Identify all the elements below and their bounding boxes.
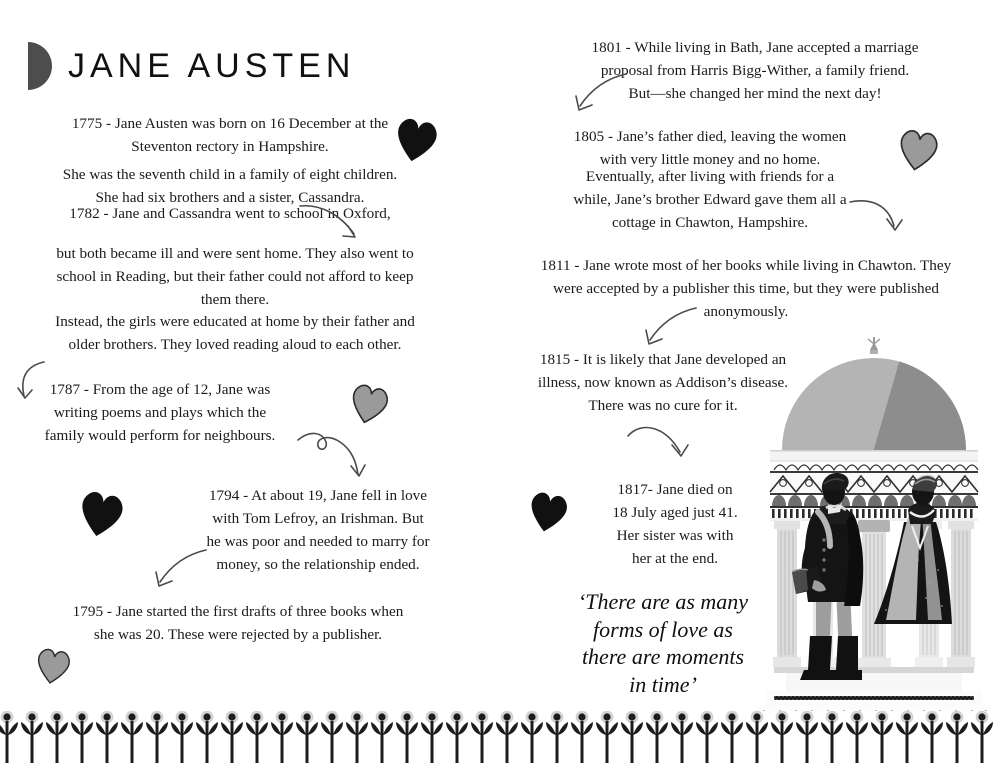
entry-line: but both became ill and were sent home. They also went to (56, 245, 414, 262)
entry-line: anonymously. (703, 303, 789, 321)
dome-finial (868, 337, 880, 354)
entry-line: Her sister was with (616, 527, 734, 545)
entry-line: 1775 - Jane Austen was born on 16 December at the (71, 115, 389, 132)
entry-line: while, Jane’s brother Edward gave them all a (573, 191, 847, 209)
half-circle-icon (28, 42, 52, 90)
entry-1782-continued (32, 242, 438, 311)
entry-line: school in Reading, but their father could not afford to keep (56, 268, 414, 286)
entry-line: Eventually, after living with friends for a (585, 168, 835, 185)
gazebo-base (758, 667, 990, 715)
entry-1817 (580, 478, 770, 570)
entry-line: But—she changed her mind the next day! (628, 85, 882, 103)
entry-line: with Tom Lefroy, an Irishman. But (212, 510, 424, 528)
entry-line: writing poems and plays which the (53, 404, 267, 422)
page-title: JANE AUSTEN (68, 46, 356, 85)
curly-arrow-icon (296, 428, 376, 484)
entry-line: 1811 - Jane wrote most of her books while living in Chawton. They (540, 257, 952, 274)
page-header (28, 42, 355, 90)
entablature (770, 450, 978, 521)
regency-couple-gazebo-illustration (752, 334, 996, 720)
entry-line: 1794 - At about 19, Jane fell in love (208, 487, 428, 504)
heart-icon (521, 482, 575, 542)
entry-line: She was the seventh child in a family of eight children. (62, 166, 398, 183)
heart-icon (343, 376, 395, 433)
quote-line: there are moments (581, 644, 745, 670)
entry-line: She had six brothers and a sister, Cassandra. (95, 189, 365, 207)
entry-line: were accepted by a publisher this time, but they were published (553, 280, 939, 298)
entry-line: cottage in Chawton, Hampshire. (611, 214, 809, 232)
curved-arrow-icon (566, 72, 632, 116)
entry-line: 1782 - Jane and Cassandra went to school in Oxford, (69, 205, 391, 222)
entry-1795 (38, 600, 438, 646)
curved-arrow-icon (14, 360, 62, 408)
entry-line: 1787 - From the age of 12, Jane was (49, 381, 271, 398)
quote-line: in time’ (629, 672, 697, 698)
entry-line: 18 July aged just 41. (612, 504, 738, 522)
entry-line: he was poor and needed to marry for (206, 533, 430, 551)
entry-1775 (30, 112, 430, 158)
entry-line: them there. (200, 291, 270, 309)
entry-line: 1815 - It is likely that Jane developed an (539, 351, 787, 368)
entry-line: Instead, the girls were educated at home by their father and (55, 313, 415, 330)
entry-line: she was 20. These were rejected by a publisher. (93, 626, 383, 644)
curved-arrow-icon (636, 306, 702, 350)
entry-line: with very little money and no home. (599, 151, 821, 169)
entry-line: older brothers. They loved reading aloud to each other. (68, 336, 402, 354)
entry-line: There was no cure for it. (588, 397, 738, 415)
entry-line: 1805 - Jane’s father died, leaving the women (573, 128, 847, 145)
curved-arrow-icon (146, 548, 212, 592)
entry-line: money, so the relationship ended. (216, 556, 420, 574)
pull-quote (548, 588, 778, 699)
flower-border (0, 711, 996, 763)
heart-icon (30, 641, 75, 691)
entry-line: 1801 - While living in Bath, Jane accepted a marriage (591, 39, 919, 56)
entry-line: 1817- Jane died on (617, 481, 733, 498)
quote-line: ‘There are as many (577, 589, 749, 614)
entry-line: Steventon rectory in Hampshire. (131, 138, 329, 156)
entry-line: proposal from Harris Bigg-Wither, a family friend. (600, 62, 910, 80)
entry-1782 (20, 202, 440, 225)
entry-1811 (518, 254, 974, 323)
curved-arrow-icon (626, 420, 702, 468)
entry-1805-continued (520, 165, 900, 234)
entry-1794 (185, 484, 451, 576)
quote-line: forms of love as (593, 616, 733, 642)
entry-line: her at the end. (631, 550, 719, 568)
entry-1787 (30, 378, 290, 447)
dome (782, 352, 976, 456)
heart-icon (71, 481, 132, 546)
entry-home-education (30, 310, 440, 356)
curved-arrow-icon (848, 196, 914, 244)
entry-line: 1795 - Jane started the first drafts of three books when (72, 603, 404, 620)
heart-icon (892, 121, 944, 180)
entry-line: family would perform for neighbours. (44, 427, 276, 445)
curved-arrow-icon (298, 200, 368, 245)
entry-line: illness, now known as Addison’s disease. (537, 374, 789, 392)
